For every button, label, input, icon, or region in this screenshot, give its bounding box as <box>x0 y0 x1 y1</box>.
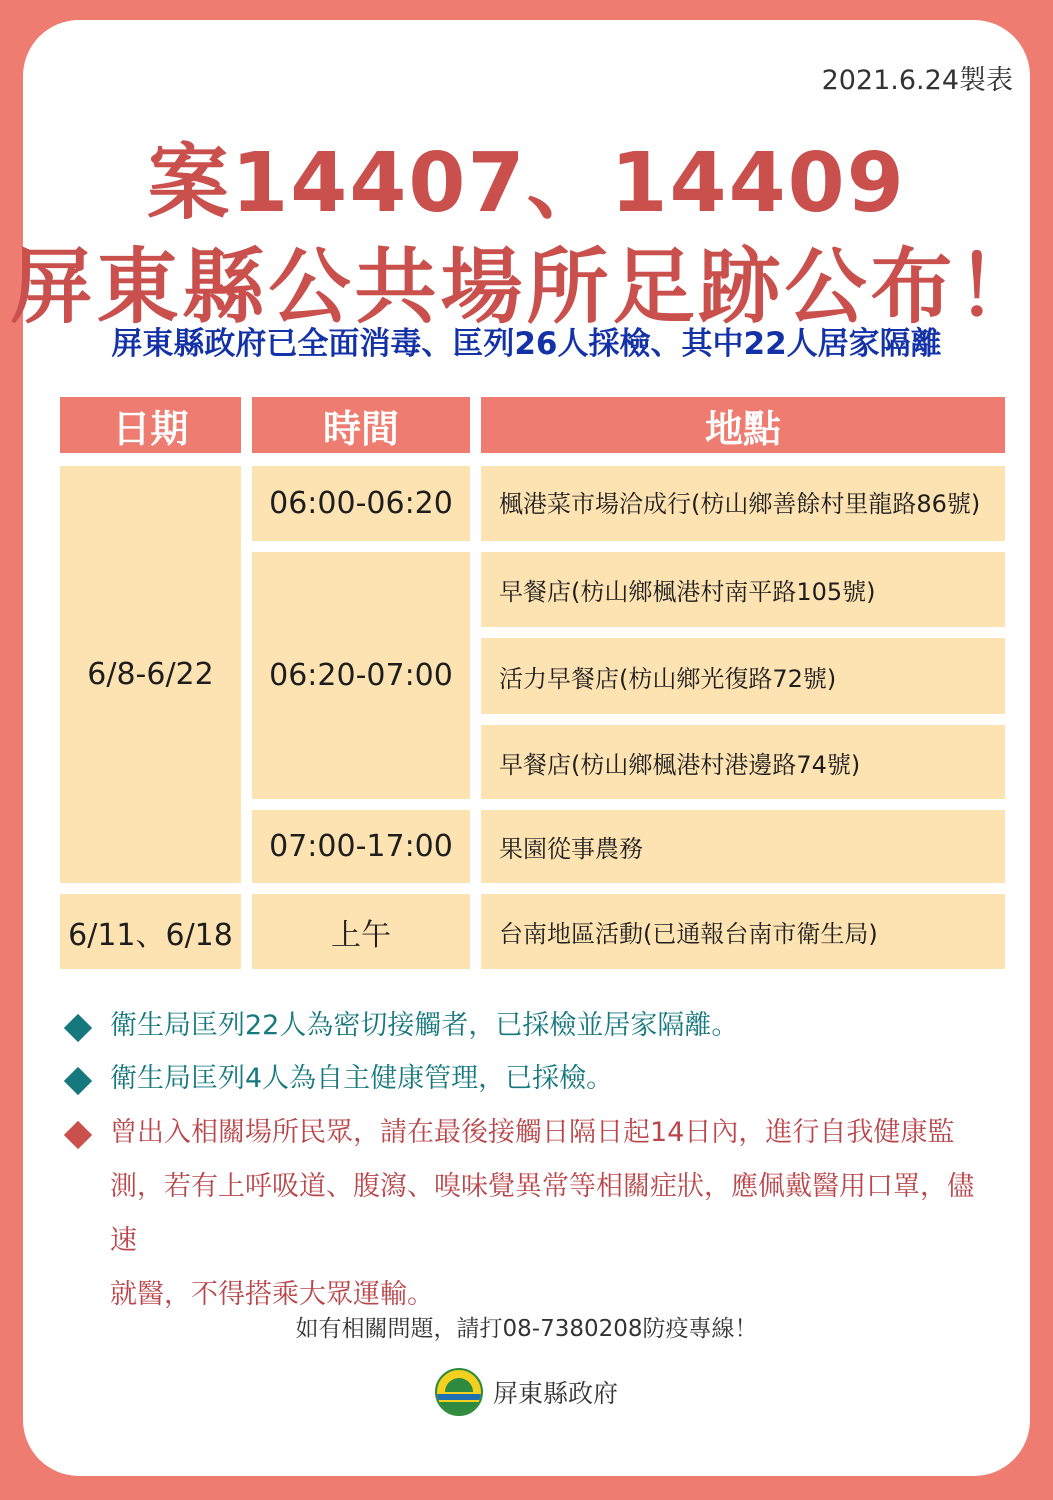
note-text: 衛生局匡列22人為密切接觸者，已採檢並居家隔離。 <box>110 1010 739 1041</box>
header-location: 地點 <box>481 397 1005 453</box>
location-cell: 果園從事農務 <box>481 810 1005 883</box>
advice-line: 曾出入相關場所民眾，請在最後接觸日隔日起14日內，進行自我健康監 <box>110 1117 955 1148</box>
location-cell: 台南地區活動(已通報台南市衛生局) <box>481 894 1005 969</box>
note-text: 衛生局匡列4人為自主健康管理，已採檢。 <box>110 1063 614 1094</box>
date-cell: 6/11、6/18 <box>60 894 241 969</box>
time-cell: 07:00-17:00 <box>252 810 470 883</box>
time-cell: 上午 <box>252 894 470 969</box>
subtitle: 屏東縣政府已全面消毒、匡列26人採檢、其中22人居家隔離 <box>111 326 942 362</box>
advice-item <box>60 1115 1000 1322</box>
title-line-1: 案14407、14409 <box>147 136 906 231</box>
county-seal-icon <box>435 1368 483 1416</box>
advice-line: 測，若有上呼吸道、腹瀉、嗅味覺異常等相關症狀，應佩戴醫用口罩，儘速 <box>110 1171 974 1256</box>
time-cell: 06:00-06:20 <box>252 466 470 541</box>
date-cell: 6/8-6/22 <box>60 466 241 883</box>
location-cell: 活力早餐店(枋山鄉光復路72號) <box>481 638 1005 714</box>
note-item <box>60 1008 738 1053</box>
date-made: 2021.6.24製表 <box>821 65 1013 96</box>
header-date: 日期 <box>60 397 241 453</box>
diamond-icon <box>64 1067 92 1095</box>
time-cell: 06:20-07:00 <box>252 552 470 799</box>
advice-text <box>110 1106 1000 1322</box>
note-item <box>60 1061 613 1106</box>
location-cell: 早餐店(枋山鄉楓港村南平路105號) <box>481 552 1005 627</box>
title-line-2: 屏東縣公共場所足跡公布！ <box>10 240 1043 335</box>
header-time: 時間 <box>252 397 470 453</box>
diamond-icon <box>64 1014 92 1042</box>
gov-name: 屏東縣政府 <box>492 1379 618 1408</box>
location-cell: 楓港菜市場洽成行(枋山鄉善餘村里龍路86號) <box>481 466 1005 541</box>
gov-signature <box>0 1368 1053 1416</box>
advice-line: 就醫，不得搭乘大眾運輸。 <box>110 1279 434 1310</box>
footer-hotline: 如有相關問題，請打08-7380208防疫專線！ <box>295 1316 758 1342</box>
location-cell: 早餐店(枋山鄉楓港村港邊路74號) <box>481 725 1005 799</box>
diamond-icon <box>64 1121 92 1149</box>
